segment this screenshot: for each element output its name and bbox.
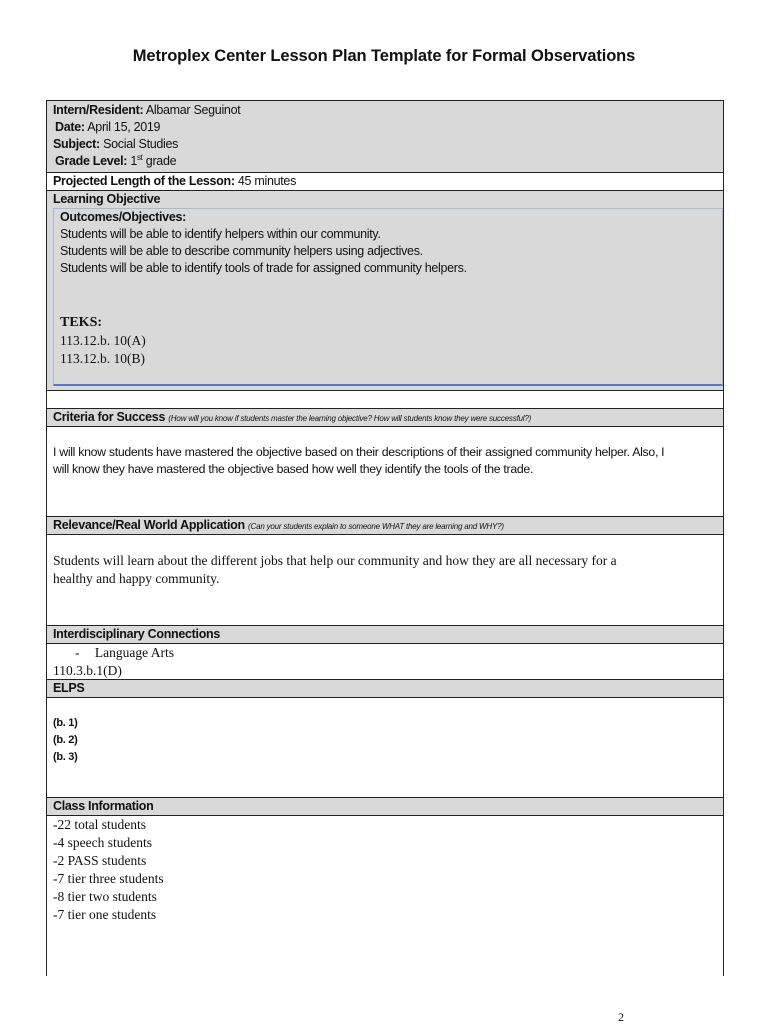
learning-objective-section: [47, 191, 723, 391]
bullet-dash: -: [75, 645, 80, 660]
learning-objective-header: Learning Objective: [53, 192, 161, 206]
interdisciplinary-header-row: [47, 626, 723, 644]
objective-item: Students will be able to identify tools of trade for assigned community helpers.: [60, 261, 467, 275]
info-section: [47, 101, 723, 173]
length-label: Projected Length of the Lesson:: [53, 174, 235, 188]
subject-line: [53, 136, 717, 153]
relevance-hint: (Can your students explain to someone WHAT they are learning and WHY?): [248, 522, 504, 531]
subject-label: Subject:: [53, 137, 100, 151]
elps-header-row: [47, 680, 723, 698]
elps-item: (b. 2): [53, 734, 78, 746]
relevance-header: Relevance/Real World Application: [53, 518, 245, 532]
interdisciplinary-body-row: [47, 644, 723, 680]
interdisciplinary-code: 110.3.b.1(D): [53, 663, 122, 678]
criteria-body-line: will know they have mastered the objective based how well they identify the tools of the trade.: [53, 462, 534, 476]
elps-body-row: [47, 698, 723, 798]
date-value: April 15, 2019: [87, 120, 161, 134]
subject-value: Social Studies: [103, 137, 179, 151]
class-info-header-row: [47, 798, 723, 816]
grade-line: [53, 153, 717, 170]
relevance-body-row: [47, 535, 723, 626]
class-info-item: -7 tier three students: [53, 871, 164, 886]
page-number: 2: [618, 1010, 624, 1024]
teks-label: TEKS:: [60, 315, 103, 330]
class-info-item: -7 tier one students: [53, 907, 157, 922]
objective-item: Students will be able to identify helpers within our community.: [60, 227, 381, 241]
grade-label: Grade Level:: [55, 154, 128, 168]
outcomes-label: Outcomes/Objectives:: [60, 210, 186, 224]
class-info-item: -22 total students: [53, 817, 146, 832]
spacer-row: [47, 391, 723, 409]
interdisciplinary-item: Language Arts: [94, 645, 174, 660]
intern-value: Albamar Seguinot: [145, 103, 241, 117]
elps-item: (b. 3): [53, 751, 78, 763]
criteria-hint: (How will you know if students master the learning objective? How will students know they were successful?): [168, 414, 532, 423]
elps-header: ELPS: [53, 681, 85, 695]
class-info-item: -2 PASS students: [53, 853, 147, 868]
length-value: 45 minutes: [237, 174, 297, 188]
relevance-body-line: healthy and happy community.: [53, 571, 220, 586]
teks-item: 113.12.b. 10(A): [60, 333, 146, 348]
class-info-item: -4 speech students: [53, 835, 152, 850]
relevance-body-line: Students will learn about the different jobs that help our community and how they are all necessary for a: [53, 553, 617, 568]
length-row: [47, 173, 723, 191]
objectives-box: [53, 208, 723, 386]
class-info-item: -8 tier two students: [53, 889, 157, 904]
intern-label: Intern/Resident:: [53, 103, 144, 117]
relevance-header-row: [47, 517, 723, 535]
class-info-header: Class Information: [53, 799, 154, 813]
grade-value-sup: st: [136, 152, 143, 162]
criteria-header: Criteria for Success: [53, 410, 166, 424]
elps-item: (b. 1): [53, 717, 78, 729]
criteria-header-row: [47, 409, 723, 427]
grade-value-num: 1: [130, 154, 137, 168]
page-title: Metroplex Center Lesson Plan Template for Formal Observations: [132, 47, 636, 65]
date-line: [53, 119, 717, 136]
lesson-plan-table: [46, 100, 724, 976]
criteria-body-row: [47, 427, 723, 517]
teks-item: 113.12.b. 10(B): [60, 351, 145, 366]
date-label: Date:: [55, 120, 85, 134]
criteria-body-line: I will know students have mastered the objective based on their descriptions of their assigned community helper. Also, I: [53, 445, 665, 459]
intern-line: [53, 102, 717, 119]
class-info-body-row: [47, 816, 723, 977]
interdisciplinary-header: Interdisciplinary Connections: [53, 627, 221, 641]
grade-value-rest: grade: [145, 154, 177, 168]
objective-item: Students will be able to describe community helpers using adjectives.: [60, 244, 423, 258]
